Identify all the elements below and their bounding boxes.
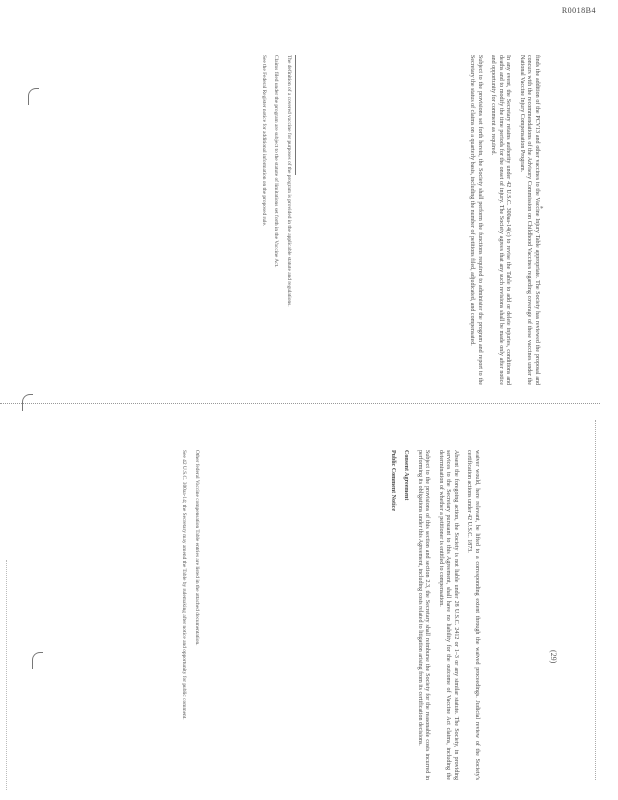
top-paragraph-1: finds the addition of the PCV13 and other vaccines to the Vaccine Injury Table appropriate. The Society has reviewed the proposal and concurs with the recommendations of the Advisory Commission on Childhood Vaccines regarding coverage of these vaccines under the National Vaccine Injury Compensation Program.: [519, 55, 540, 385]
footnote-rule: [295, 55, 296, 175]
top-paragraph-2: In any event, the Secretary retains authority under 42 U.S.C. 300aa-14(c) to revise the Table to add or delete injuries, conditions and deaths and to modify the time periods for the onset of injury. The Society agrees that any such revisions shall be made only after notice and opportunity for comment as required.: [490, 55, 512, 385]
bottom-paragraph-1: waiver would, here relevant, be lifted to a corresponding extent through the waived proceedings. Judicial review of the Society's certification actions under 42 U.S.C. 1873.: [466, 450, 480, 780]
bates-number: R0018B4: [561, 6, 596, 15]
bottom-footnote-2: See 42 U.S.C. 300aa-14; the Secretary may amend the Table by rulemaking after notice and opportunity for public comment.: [181, 450, 188, 720]
page-divider: [0, 403, 600, 404]
top-text-block: [462, 55, 540, 385]
section-title: Consent Agreement: [403, 450, 410, 501]
right-dotted-rule: [595, 420, 596, 780]
bottom-footnotes: [175, 450, 200, 770]
bottom-paragraph-2: Absent the foregoing action, the Society is not liable under 28 U.S.C. 2412 or 1–3 or any similar statute. The Society, in providing services to the Secretary pursuant to this Agreement, shall have no liability for the outcome of Vaccine Act claims, including the determination of whether a petitioner is entitled to compensation.: [438, 450, 459, 780]
bottom-footnote-1: Other federal Vaccine compensation Table entries are listed in the attached documentation.: [194, 450, 200, 646]
corner-mark-top: [28, 88, 39, 105]
bottom-paragraph-3: Subject to the provisions of this section and section 2.3, the Secretary shall reimburse the Society for the reasonable costs incurred in performing its obligations under this Agreement, including costs related to litigation arising from its certification decisions.: [417, 450, 431, 780]
top-footnote-1: The definition of a covered vaccine for purposes of the program is provided in the applicable statute and regulations.: [286, 55, 292, 307]
corner-mark-bottom: [32, 652, 43, 669]
top-footnote-3: See the Federal Register notice for additional information on the proposed rule.: [260, 55, 267, 227]
section-subheading: Public Comment Notice: [390, 450, 396, 511]
top-footnote-2: Claims filed under the program are subject to the statute of limitations set forth in the Vaccine Act.: [273, 55, 280, 268]
top-footnotes: [254, 55, 300, 355]
footnote-mark: *: [540, 205, 544, 213]
left-dotted-rule: [6, 560, 7, 790]
bottom-text-block: [385, 450, 481, 780]
top-paragraph-3: Subject to the provisions set forth herein, the Society shall perform the functions required to administer the program and report to the Secretary the status of claims on a quarterly basis, including the number of petitions filed, adjudicated, and compensated.: [469, 55, 483, 385]
page-number: (29): [549, 650, 558, 664]
